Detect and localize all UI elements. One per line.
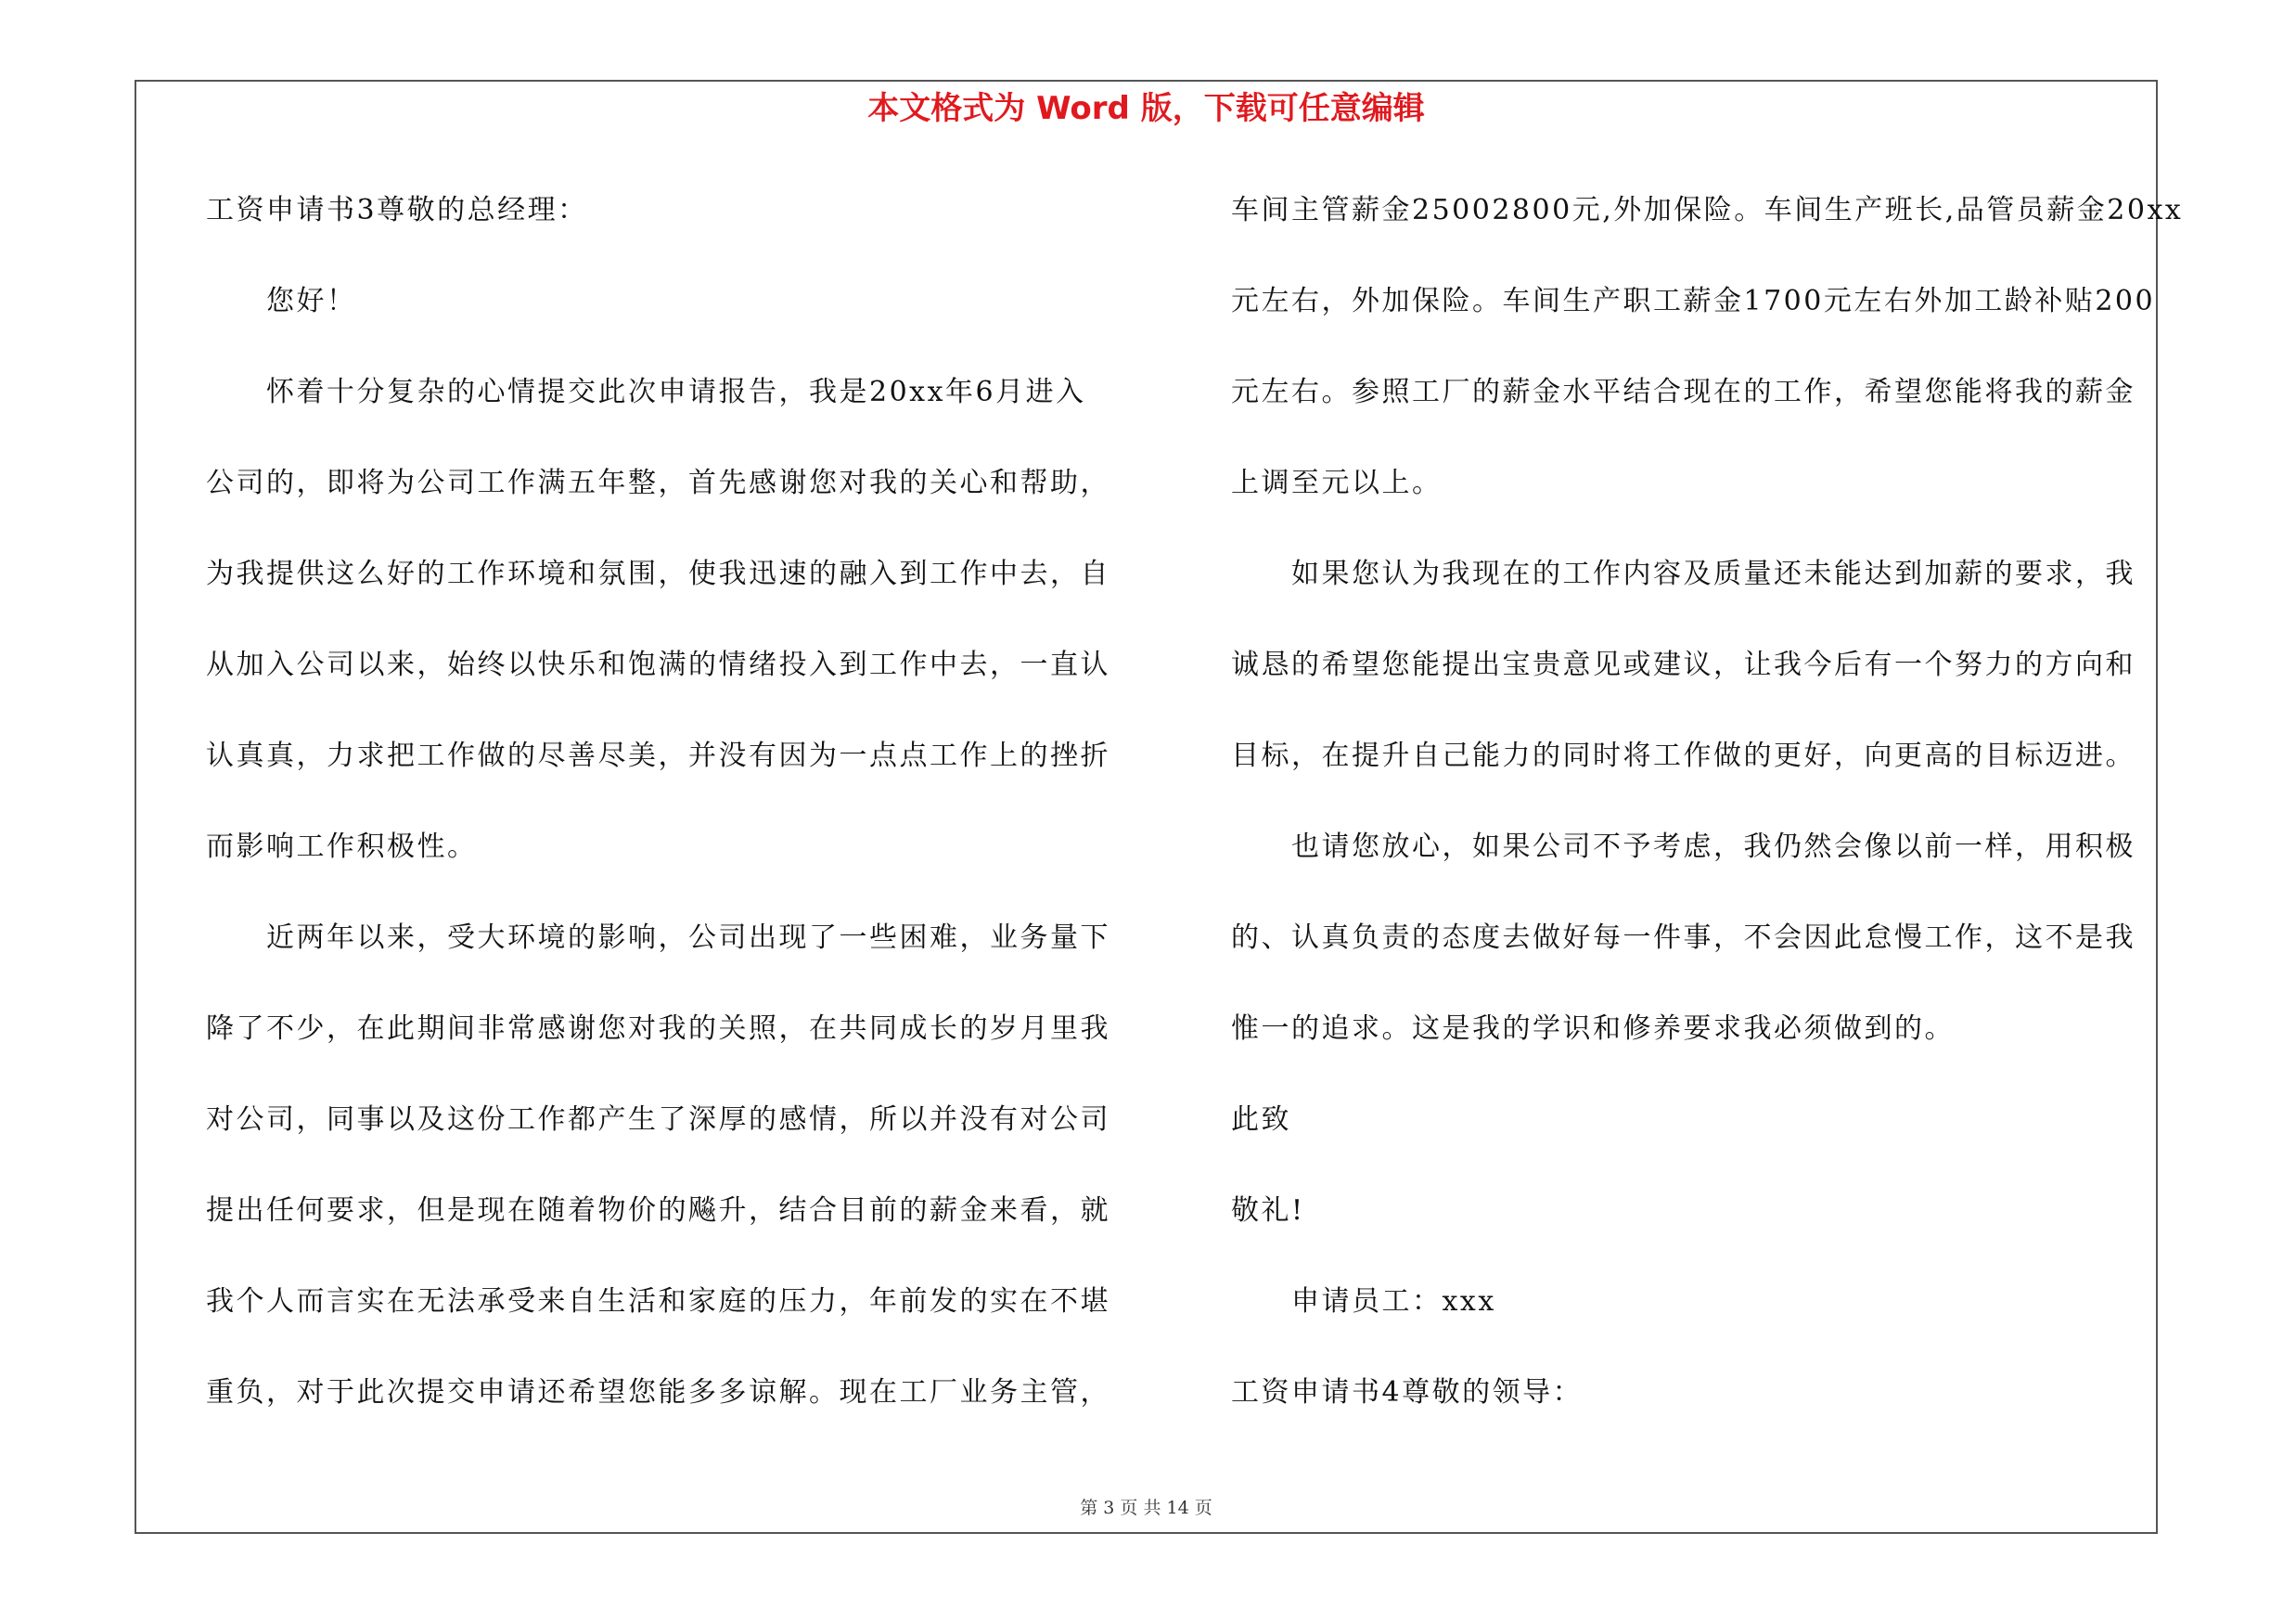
word-format-banner: 本文格式为 Word 版，下载可任意编辑 (867, 90, 1425, 127)
right-column (1231, 165, 2184, 1438)
text-line: 重负，对于此次提交申请还希望您能多多谅解。现在工厂业务主管， (206, 1376, 1110, 1409)
text-line: 的、认真负责的态度去做好每一件事，不会因此怠慢工作，这不是我 (1231, 921, 2136, 954)
text-line: 近两年以来，受大环境的影响，公司出现了一些困难，业务量下 (266, 921, 1110, 954)
text-line: 申请员工：xxx (1291, 1285, 1496, 1318)
text-line: 提出任何要求，但是现在随着物价的飚升，结合目前的薪金来看，就 (206, 1194, 1110, 1227)
text-line: 您好！ (266, 285, 357, 317)
text-line: 诚恳的希望您能提出宝贵意见或建议，让我今后有一个努力的方向和 (1231, 649, 2136, 681)
text-line: 公司的，即将为公司工作满五年整，首先感谢您对我的关心和帮助， (206, 467, 1110, 499)
text-line: 元左右，外加保险。车间生产职工薪金1700元左右外加工龄补贴200 (1231, 285, 2156, 317)
text-line: 对公司，同事以及这份工作都产生了深厚的感情，所以并没有对公司 (206, 1103, 1110, 1136)
text-line: 认真真，力求把工作做的尽善尽美，并没有因为一点点工作上的挫折 (206, 740, 1110, 772)
text-line: 元左右。参照工厂的薪金水平结合现在的工作，希望您能将我的薪金 (1231, 376, 2136, 408)
text-line: 怀着十分复杂的心情提交此次申请报告，我是20xx年6月进入 (266, 376, 1086, 408)
text-line: 目标，在提升自己能力的同时将工作做的更好，向更高的目标迈进。 (1231, 740, 2136, 772)
text-line: 上调至元以上。 (1231, 467, 1443, 499)
text-line: 而影响工作积极性。 (206, 831, 478, 863)
left-column (206, 165, 1171, 1438)
text-line: 敬礼! (1231, 1194, 1305, 1227)
page-number-footer: 第 3 页 共 14 页 (1080, 1498, 1212, 1518)
text-line: 惟一的追求。这是我的学识和修养要求我必须做到的。 (1231, 1012, 1955, 1045)
text-line: 为我提供这么好的工作环境和氛围，使我迅速的融入到工作中去，自 (206, 558, 1110, 590)
text-line: 也请您放心，如果公司不予考虑，我仍然会像以前一样，用积极 (1291, 831, 2136, 863)
text-line: 降了不少，在此期间非常感谢您对我的关照，在共同成长的岁月里我 (206, 1012, 1110, 1045)
text-line: 工资申请书4尊敬的领导： (1231, 1376, 1584, 1409)
text-line: 车间主管薪金25002800元,外加保险。车间生产班长,品管员薪金20xx (1231, 194, 2184, 226)
text-line: 工资申请书3尊敬的总经理： (206, 194, 588, 226)
text-line: 如果您认为我现在的工作内容及质量还未能达到加薪的要求，我 (1291, 558, 2136, 590)
text-line: 从加入公司以来，始终以快乐和饱满的情绪投入到工作中去，一直认 (206, 649, 1110, 681)
text-line: 我个人而言实在无法承受来自生活和家庭的压力，年前发的实在不堪 (206, 1285, 1110, 1318)
text-line: 此致 (1231, 1103, 1291, 1136)
